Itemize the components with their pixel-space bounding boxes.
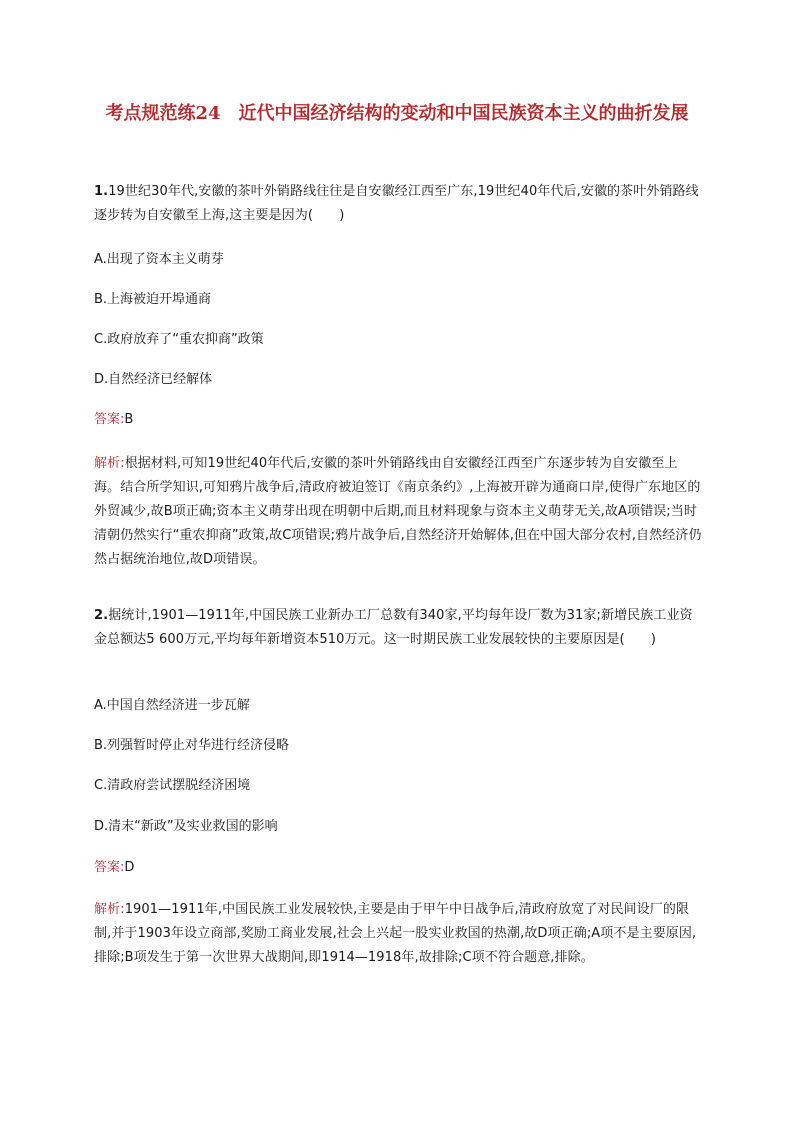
question-2-explanation [94,898,702,970]
document-title: 考点规范练24 近代中国经济结构的变动和中国民族资本主义的曲折发展 [105,103,689,124]
answer-label: 答案: [94,860,125,875]
explanation-label: 解析: [94,902,125,917]
question-1-option-a: A.出现了资本主义萌芽 [94,252,224,267]
question-2-text: 据统计,1901—1911年,中国民族工业新办工厂总数有340家,平均每年设厂数为31家;新增民族工业资金总额达5 600万元,平均每年新增资本510万元。这一时期民族工业发展较快的主要原因是( ) [94,608,693,647]
answer-value: D [124,860,135,875]
explanation-text: 根据材料,可知19世纪40年代后,安徽的茶叶外销路线由自安徽经江西至广东逐步转为自安徽至上海。结合所学知识,可知鸦片战争后,清政府被迫签订《南京条约》,上海被开辟为通商口岸,使得广东地区的外贸减少,故B项正确;资本主义萌芽出现在明朝中后期,而且材料现象与资本主义萌芽无关,故A项错误;当时清朝仍然实行“重农抑商”政策,故C项错误;鸦片战争后,自然经济开始解体,但在中国大部分农村,自然经济仍然占据统治地位,故D项错误。 [94,456,702,567]
question-1-stem [94,180,702,228]
explanation-label: 解析: [94,456,125,471]
question-1-answer [94,408,133,432]
question-1-option-c: C.政府放弃了“重农抑商”政策 [94,332,264,347]
question-2-answer [94,856,134,880]
question-2-option-c: C.清政府尝试摆脱经济困境 [94,778,251,793]
answer-label: 答案: [94,412,125,427]
question-1-number: 1. [94,184,109,199]
question-2-option-b: B.列强暂时停止对华进行经济侵略 [94,738,290,753]
question-1-option-b: B.上海被迫开埠通商 [94,292,212,307]
question-2-option-a: A.中国自然经济进一步瓦解 [94,698,250,713]
question-2-number: 2. [94,608,109,623]
question-2-option-d: D.清末“新政”及实业救国的影响 [94,819,278,834]
question-1-text: 19世纪30年代,安徽的茶叶外销路线往往是自安徽经江西至广东,19世纪40年代后,安徽的茶叶外销路线逐步转为自安徽至上海,这主要是因为( ) [94,184,699,223]
question-2-stem [94,604,702,652]
answer-value: B [124,412,134,427]
question-1-explanation [94,452,702,572]
explanation-text: 1901—1911年,中国民族工业发展较快,主要是由于甲午中日战争后,清政府放宽了对民间设厂的限制,并于1903年设立商部,奖励工商业发展,社会上兴起一股实业救国的热潮,故D项正确;A项不是主要原因,排除;B项发生于第一次世界大战期间,即1914—1918年,故排除;C项不符合题意,排除。 [94,902,697,965]
question-1-option-d: D.自然经济已经解体 [94,372,213,387]
